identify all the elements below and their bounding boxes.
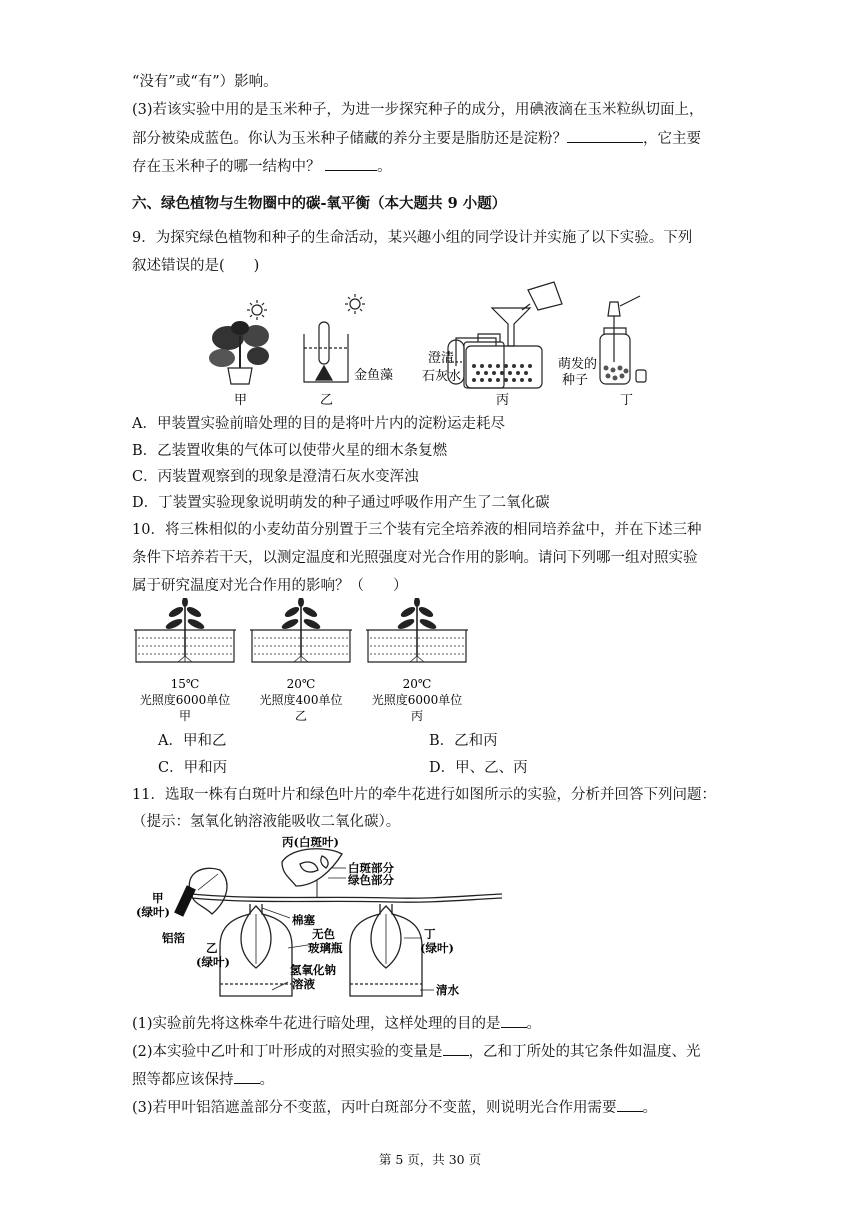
question-9-stem: 9．为探究绿色植物和种子的生命活动，某兴趣小组的同学设计并实施了以下实验。下列 <box>132 230 693 246</box>
text-span: 存在玉米种子的哪一结构中？ <box>132 159 321 175</box>
foil-patch <box>174 885 196 916</box>
text-line <box>132 156 732 177</box>
option-9A: A．甲装置实验前暗处理的目的是将叶片内的淀粉运走耗尽 <box>132 416 505 432</box>
question-10-stem: 10．将三株相似的小麦幼苗分别置于三个装有完全培养液的相同培养盆中，并在下述三种 <box>132 522 702 538</box>
option-10D: D．甲、乙、丙 <box>429 760 528 776</box>
pot-temp: 20℃ <box>402 677 432 691</box>
label-bing: 丙 <box>496 393 510 408</box>
label-limewater: 澄清 <box>428 351 455 366</box>
answer-blank <box>501 1013 527 1028</box>
text-span: 。 <box>642 1100 658 1116</box>
label-bottle: 玻璃瓶 <box>308 941 343 955</box>
label-bing-leaf: 丙(白斑叶) <box>282 835 339 849</box>
text-span: ，它主要 <box>643 131 701 147</box>
label-naoh: 溶液 <box>292 977 315 991</box>
pot-name: 乙 <box>294 709 308 722</box>
label-ding-leaf: 丁 <box>424 927 436 941</box>
figure-q10 <box>130 598 470 722</box>
answer-blank <box>234 1069 260 1084</box>
text-span: (2)本实验中乙叶和丁叶形成的对照实验的变量是 <box>132 1044 443 1060</box>
option-9D: D．丁装置实验现象说明萌发的种子通过呼吸作用产生了二氧化碳 <box>132 495 550 511</box>
figure-q11 <box>132 834 512 1006</box>
label-cotton: 棉塞 <box>292 913 315 927</box>
text-span: 。 <box>377 159 392 175</box>
pot-name: 甲 <box>178 709 192 722</box>
label-water: 清水 <box>436 983 459 997</box>
text-line <box>132 128 732 149</box>
label-green-part: 绿色部分 <box>348 873 394 887</box>
text-span: 。 <box>259 1072 274 1088</box>
question-10-stem: 属于研究温度对光合作用的影响？（ ） <box>132 578 408 594</box>
pot-light: 光照度6000单位 <box>139 693 231 707</box>
pot-bing-icon <box>366 598 468 662</box>
label-germinating-seeds: 种子 <box>562 373 589 388</box>
question-11-part3 <box>132 1097 732 1118</box>
label-bottle: 无色 <box>312 927 335 941</box>
label-limewater: 石灰水 <box>422 369 462 384</box>
option-10C: C．甲和丙 <box>158 760 228 776</box>
text-line: (3)若该实验中用的是玉米种子，为进一步探究种子的成分，用碘液滴在玉米粒纵切面上， <box>132 102 704 118</box>
text-span: ，乙和丁所处的其它条件如温度、光 <box>468 1044 701 1060</box>
pot-temp: 20℃ <box>286 677 316 691</box>
option-10B: B．乙和丙 <box>429 733 498 749</box>
question-11-part2 <box>132 1069 732 1090</box>
label-yi-leaf: (绿叶) <box>196 955 230 969</box>
text-span: 部分被染成蓝色。你认为玉米种子储藏的养分主要是脂肪还是淀粉？ <box>132 131 567 147</box>
text-span: (3)若甲叶铝箔遮盖部分不变蓝，丙叶白斑部分不变蓝，则说明光合作用需要 <box>132 1100 617 1116</box>
label-ding-leaf: (绿叶) <box>420 941 454 955</box>
option-9B: B．乙装置收集的气体可以使带火星的细木条复燃 <box>132 443 448 459</box>
option-9C: C．丙装置观察到的现象是澄清石灰水变浑浊 <box>132 469 419 485</box>
pot-temp: 15℃ <box>170 677 200 691</box>
question-10-stem: 条件下培养若干天，以测定温度和光照强度对光合作用的影响。请问下列哪一组对照实验 <box>132 550 698 566</box>
text-span: 照等都应该保持 <box>132 1072 234 1088</box>
option-10A: A．甲和乙 <box>158 733 227 749</box>
pot-jia-icon <box>134 598 236 662</box>
beaker-icon <box>304 322 348 382</box>
pot-yi-icon <box>250 598 352 662</box>
figure-q9 <box>200 276 660 412</box>
question-11-part2 <box>132 1041 732 1062</box>
sun-icon <box>247 300 267 320</box>
page-footer: 第 5 页，共 30 页 <box>378 1152 482 1167</box>
answer-blank <box>617 1097 643 1112</box>
label-yi-leaf: 乙 <box>206 941 218 955</box>
label-germinating-seeds: 萌发的 <box>558 357 598 372</box>
pot-light: 光照度400单位 <box>259 693 343 707</box>
label-naoh: 氢氧化钠 <box>290 963 336 977</box>
question-11-part1 <box>132 1013 732 1034</box>
answer-blank <box>443 1041 469 1056</box>
text-span: 。 <box>526 1016 542 1032</box>
flask-apparatus-icon <box>448 282 562 388</box>
label-white-part: 白斑部分 <box>348 861 394 875</box>
pot-light: 光照度6000单位 <box>371 693 463 707</box>
text-line: “没有”或“有”）影响。 <box>132 74 278 90</box>
answer-blank <box>567 128 643 143</box>
label-foil: 铝箔 <box>162 931 185 945</box>
label-jia-leaf: 甲 <box>152 891 164 905</box>
seed-jar-icon <box>600 296 646 384</box>
potted-plant-icon <box>209 321 269 384</box>
label-yi: 乙 <box>320 393 334 408</box>
label-jia: 甲 <box>234 393 248 408</box>
question-11-stem: （提示：氢氧化钠溶液能吸收二氧化碳）。 <box>132 814 401 830</box>
answer-blank <box>325 156 377 171</box>
pot-name: 丙 <box>410 709 424 722</box>
label-ding: 丁 <box>620 393 634 408</box>
sun-icon <box>345 294 365 314</box>
question-9-stem: 叙述错误的是( ) <box>132 258 260 274</box>
label-goldfish-weed: 金鱼藻 <box>354 368 394 383</box>
question-11-stem: 11．选取一株有白斑叶片和绿色叶片的牵牛花进行如图所示的实验，分析并回答下列问题： <box>132 787 716 803</box>
text-span: (1)实验前先将这株牵牛花进行暗处理，这样处理的目的是 <box>132 1016 501 1032</box>
label-jia-leaf: (绿叶) <box>136 905 170 919</box>
section-heading: 六、绿色植物与生物圈中的碳-氧平衡（本大题共 9 小题） <box>132 195 507 212</box>
